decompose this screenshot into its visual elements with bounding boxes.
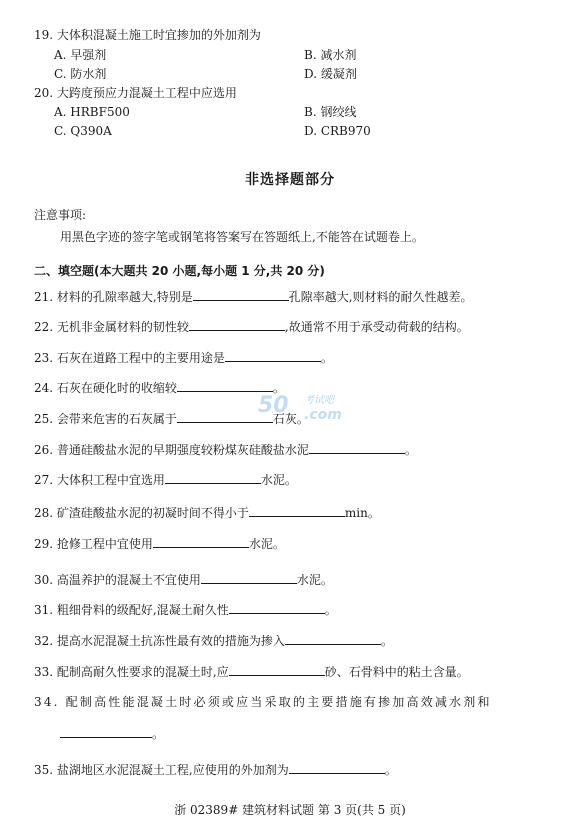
answer-blank-28[interactable] [249,504,345,517]
question-27 [34,471,297,488]
question-28 [34,504,380,521]
answer-blank-23[interactable] [225,349,321,362]
question-28-text: 28. 矿渣硅酸盐水泥的初凝时间不得小于 [34,506,249,520]
question-27-text: 27. 大体积工程中宜选用 [34,473,165,487]
question-19-option-b: B. 减水剂 [304,48,357,62]
question-24-tail: 。 [272,381,285,395]
question-22-text: 22. 无机非金属材料的韧性较 [34,320,189,334]
question-32-text: 32. 提高水泥混凝土抗冻性最有效的措施为掺入 [34,634,285,648]
question-26-tail: 。 [404,443,417,457]
question-24-text: 24. 石灰在硬化时的收缩较 [34,381,177,395]
question-22 [34,318,469,335]
question-32 [34,632,393,649]
answer-blank-30[interactable] [201,571,297,584]
question-34-tail: 。 [152,727,165,741]
answer-blank-32[interactable] [285,632,381,645]
watermark-small-text: 考试吧 [304,395,334,406]
watermark-digits: 50 [258,393,289,418]
question-29-text: 29. 抢修工程中宜使用 [34,537,153,551]
question-33 [34,663,469,680]
answer-blank-35[interactable] [289,761,385,774]
question-26-text: 26. 普通硅酸盐水泥的早期强度较粉煤灰硅酸盐水泥 [34,443,309,457]
page-footer: 浙 02389# 建筑材料试题 第 3 页(共 5 页) [174,803,406,817]
question-35 [34,761,397,778]
question-31 [34,601,337,618]
question-25-text: 25. 会带来危害的石灰属于 [34,412,177,426]
question-31-tail: 。 [324,603,337,617]
question-19-option-c: C. 防水剂 [54,67,107,81]
question-25 [34,410,309,427]
question-30-text: 30. 高温养护的混凝土不宜使用 [34,573,201,587]
question-21-text: 21. 材料的孔隙率越大,特别是 [34,290,193,304]
answer-blank-24[interactable] [177,379,273,392]
question-31-text: 31. 粗细骨料的级配好,混凝土耐久性 [34,603,229,617]
question-26 [34,441,417,458]
answer-blank-22[interactable] [189,318,285,331]
question-19-stem: 19. 大体积混凝土施工时宜掺加的外加剂为 [34,28,261,42]
question-20-option-b: B. 钢绞线 [304,105,357,119]
answer-blank-27[interactable] [165,471,261,484]
question-21-tail: 孔隙率越大,则材料的耐久性越差。 [288,290,473,304]
question-22-tail: ,故通常不用于承受动荷载的结构。 [284,320,469,334]
question-23-tail: 。 [320,351,333,365]
question-20-option-c: C. Q390A [54,124,112,138]
answer-blank-21[interactable] [193,288,289,301]
answer-blank-29[interactable] [153,535,249,548]
question-21 [34,288,473,305]
question-19-option-d: D. 缓凝剂 [304,67,357,81]
question-20-option-d: D. CRB970 [304,124,371,138]
question-29 [34,535,285,552]
notes-label: 注意事项: [34,208,87,222]
question-23-text: 23. 石灰在道路工程中的主要用途是 [34,351,225,365]
answer-blank-25[interactable] [177,410,273,423]
question-33-text: 33. 配制高耐久性要求的混凝土时,应 [34,665,229,679]
question-25-tail: 石灰。 [272,412,309,426]
answer-blank-26[interactable] [309,441,405,454]
question-20-stem: 20. 大跨度预应力混凝土工程中应选用 [34,86,237,100]
question-24 [34,379,285,396]
question-23 [34,349,333,366]
question-27-tail: 水泥。 [260,473,297,487]
question-33-tail: 砂、石骨料中的粘土含量。 [324,665,469,679]
question-34-text: 34. 配制高性能混凝土时必须或应当采取的主要措施有掺加高效减水剂和 [34,695,492,709]
question-35-text: 35. 盐湖地区水泥混凝土工程,应使用的外加剂为 [34,763,289,777]
part-heading: 二、填空题(本大题共 20 小题,每小题 1 分,共 20 分) [34,264,325,278]
question-30-tail: 水泥。 [296,573,333,587]
question-19-option-a: A. 早强剂 [54,48,107,62]
question-30 [34,571,333,588]
question-20-option-a: A. HRBF500 [54,105,130,119]
section-title: 非选择题部分 [245,172,335,188]
notes-text: 用黑色字迹的签字笔或钢笔将答案写在答题纸上,不能答在试题卷上。 [60,230,424,244]
question-28-tail: min。 [344,506,380,520]
question-32-tail: 。 [380,634,393,648]
answer-blank-31[interactable] [229,601,325,614]
answer-blank-33[interactable] [229,663,325,676]
question-35-tail: 。 [384,763,397,777]
watermark-domain: .com [304,407,342,423]
question-34-continuation [60,725,164,742]
answer-blank-34[interactable] [60,725,152,738]
question-29-tail: 水泥。 [248,537,285,551]
